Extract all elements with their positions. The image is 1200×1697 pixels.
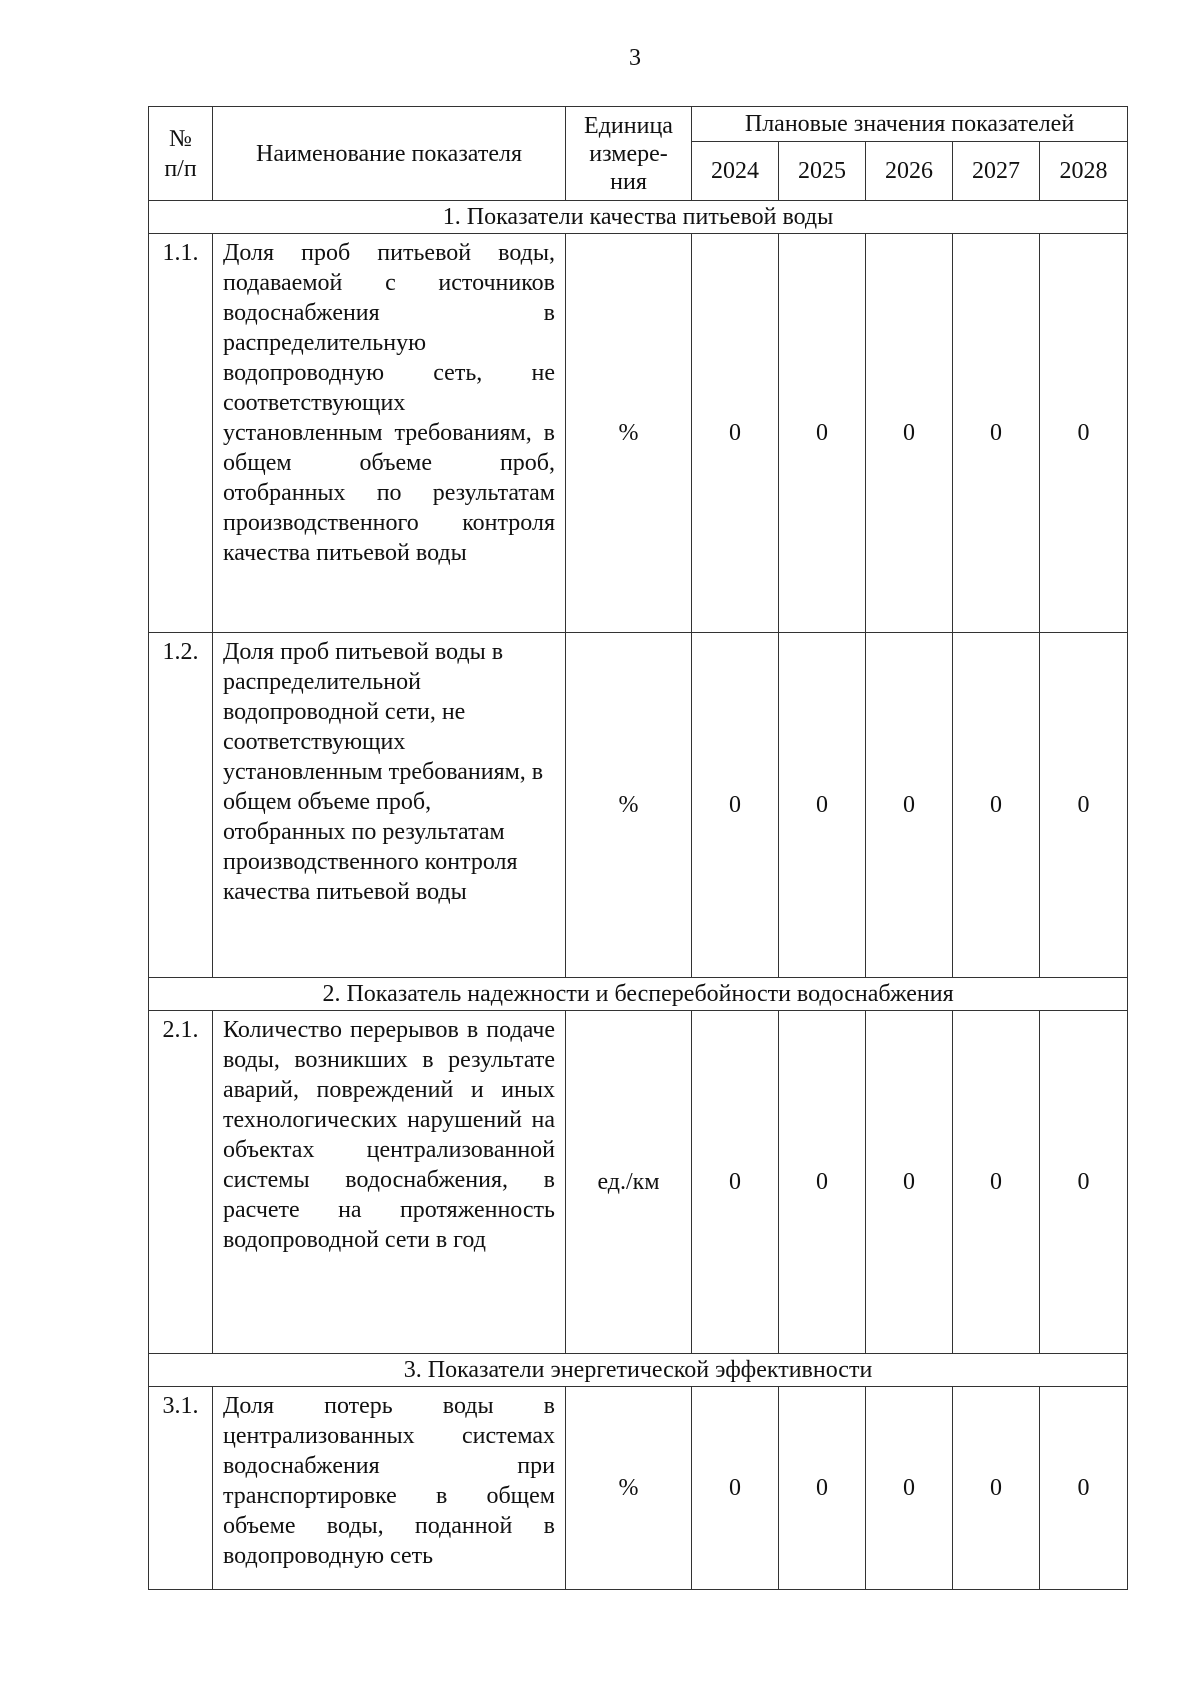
row-value-2027: 0	[953, 633, 1040, 978]
row-value-2028: 0	[1040, 633, 1128, 978]
row-value-2026: 0	[866, 234, 953, 633]
row-unit: ед./км	[566, 1011, 692, 1354]
row-number: 3.1.	[149, 1387, 213, 1590]
row-indicator-name: Доля проб питьевой воды, подаваемой с источников водоснабжения в распределительную водопроводную сеть, не соответствующих установленным требованиям, в общем объеме проб, отобранных по результатам производственного контроля качества питьевой воды	[213, 234, 566, 633]
table-row	[149, 1011, 1128, 1354]
row-unit: %	[566, 234, 692, 633]
section-title: 1. Показатели качества питьевой воды	[149, 201, 1128, 234]
header-num	[149, 107, 213, 201]
header-plan-values: Плановые значения показателей	[692, 107, 1128, 142]
header-year: 2027	[953, 142, 1040, 201]
row-value-2028: 0	[1040, 1387, 1128, 1590]
header-name: Наименование показателя	[213, 107, 566, 201]
row-value-2025: 0	[779, 633, 866, 978]
row-number: 2.1.	[149, 1011, 213, 1354]
row-value-2025: 0	[779, 1011, 866, 1354]
header-unit-line: измере-	[589, 140, 668, 167]
section-row	[149, 201, 1128, 234]
table-row	[149, 1387, 1128, 1590]
section-row	[149, 1354, 1128, 1387]
row-number: 1.2.	[149, 633, 213, 978]
header-year: 2026	[866, 142, 953, 201]
row-value-2024: 0	[692, 1011, 779, 1354]
row-value-2027: 0	[953, 1387, 1040, 1590]
section-row	[149, 978, 1128, 1011]
row-value-2025: 0	[779, 1387, 866, 1590]
section-title: 3. Показатели энергетической эффективности	[149, 1354, 1128, 1387]
row-value-2028: 0	[1040, 234, 1128, 633]
row-value-2027: 0	[953, 234, 1040, 633]
header-num-line: №	[169, 125, 192, 152]
table-row	[149, 234, 1128, 633]
header-year: 2025	[779, 142, 866, 201]
row-value-2026: 0	[866, 1387, 953, 1590]
row-value-2024: 0	[692, 1387, 779, 1590]
table-row	[149, 633, 1128, 978]
row-value-2026: 0	[866, 633, 953, 978]
header-unit	[566, 107, 692, 201]
row-number: 1.1.	[149, 234, 213, 633]
row-value-2024: 0	[692, 234, 779, 633]
header-year: 2024	[692, 142, 779, 201]
row-value-2027: 0	[953, 1011, 1040, 1354]
row-unit: %	[566, 1387, 692, 1590]
header-unit-line: Единица	[584, 112, 673, 139]
row-value-2026: 0	[866, 1011, 953, 1354]
header-num-line: п/п	[164, 155, 197, 182]
section-title: 2. Показатель надежности и бесперебойности водоснабжения	[149, 978, 1128, 1011]
header-row-top	[149, 107, 1128, 142]
page-number: 3	[629, 45, 641, 71]
indicators-table	[148, 106, 1128, 1590]
row-value-2024: 0	[692, 633, 779, 978]
header-unit-line: ния	[610, 168, 647, 195]
row-unit: %	[566, 633, 692, 978]
row-indicator-name: Доля потерь воды в централизованных системах водоснабжения при транспортировке в общем объеме воды, поданной в водопроводную сеть	[213, 1387, 566, 1590]
row-indicator-name: Количество перерывов в подаче воды, возникших в результате аварий, повреждений и иных технологических нарушений на объектах централизованной системы водоснабжения, в расчете на протяженность водопроводной сети в год	[213, 1011, 566, 1354]
row-value-2025: 0	[779, 234, 866, 633]
row-indicator-name: Доля проб питьевой воды в распределительной водопроводной сети, не соответствующих установленным требованиям, в общем объеме проб, отобранных по результатам производственного контроля качества питьевой воды	[213, 633, 566, 978]
row-value-2028: 0	[1040, 1011, 1128, 1354]
header-year: 2028	[1040, 142, 1128, 201]
